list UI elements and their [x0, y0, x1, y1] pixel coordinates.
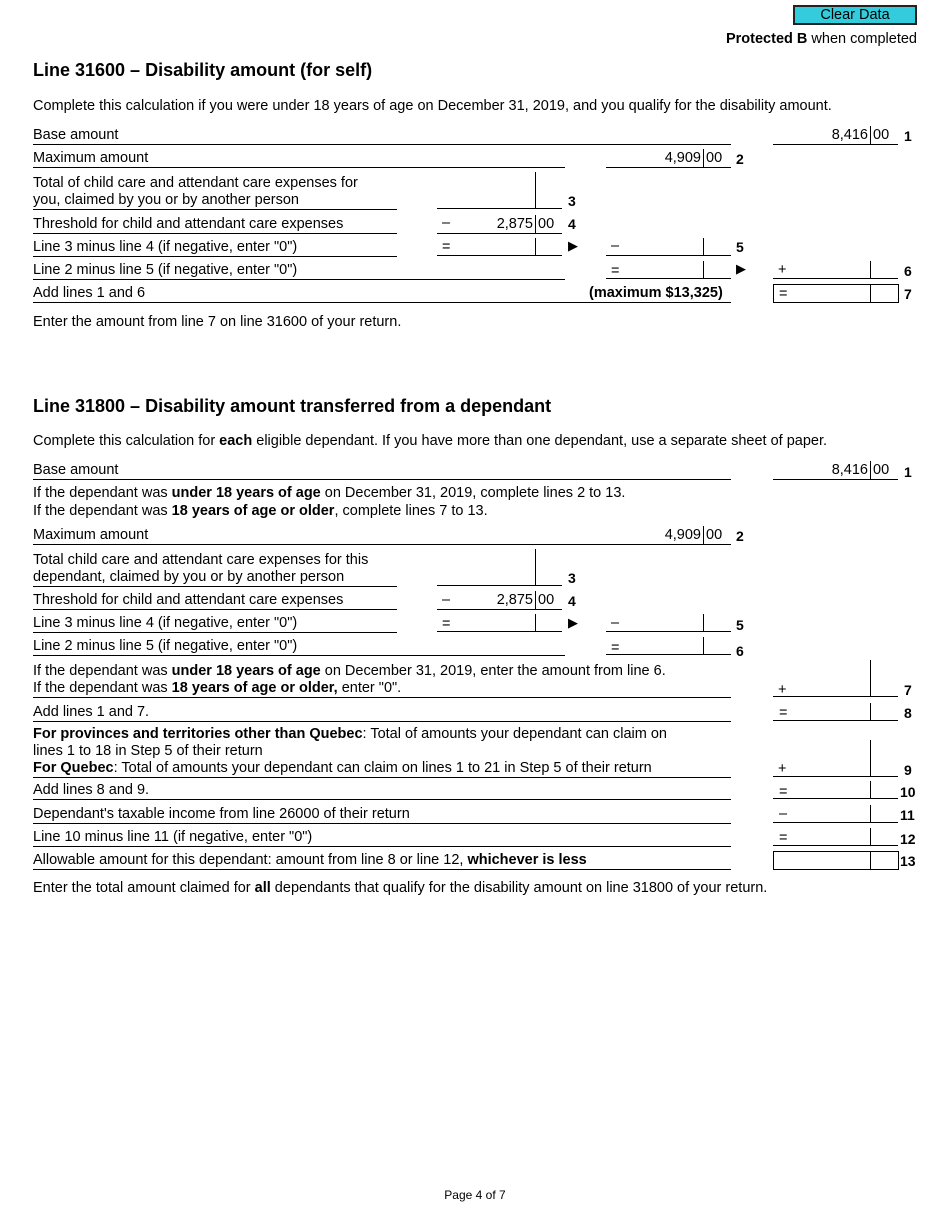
s1-line6-label-rule	[33, 279, 565, 280]
s1-line4-minus: –	[442, 215, 451, 231]
section-31600-intro: Complete this calculation if you were under 18 years of age on December 31, 2019, and you qualify for the disability amount.	[33, 98, 832, 114]
s1-line3-minus-line4-label: Line 3 minus line 4 (if negative, enter "0")	[33, 239, 298, 255]
s2-line9-provinces-text	[33, 726, 667, 743]
s2-line-number-9: 9	[904, 762, 912, 778]
s2-maximum-amount-label: Maximum amount	[33, 527, 149, 543]
s1-line4-amount-rule	[437, 233, 562, 234]
s2-line3-cents-divider	[535, 549, 536, 586]
s1-line-number-3: 3	[568, 193, 576, 209]
s1-line6-left-cents-divider	[703, 261, 704, 279]
s2-threshold-label: Threshold for child and attendant care expenses	[33, 592, 344, 608]
s1-line2-rule	[33, 167, 565, 168]
s2-line6-result-field[interactable]	[606, 637, 731, 655]
s2-line11-label-rule	[33, 823, 731, 824]
s2-line4-label-rule	[33, 609, 397, 610]
s2-line5-label-rule	[33, 632, 397, 633]
s2-add-lines-1-7-label: Add lines 1 and 7.	[33, 704, 150, 720]
s2-line12-amount-field[interactable]	[773, 828, 898, 846]
s1-line5-left-cents-divider	[535, 238, 536, 256]
s2-line-number-7: 7	[904, 682, 912, 698]
s1-line1-rule	[33, 144, 731, 145]
s2-line9-plus: +	[778, 761, 787, 777]
s1-line5-cents-divider	[703, 238, 704, 256]
s2-l7-part-d: enter "0".	[337, 680, 402, 696]
s1-line5-arrow-icon: ▶	[568, 238, 578, 253]
s1-line7-total-box[interactable]	[773, 284, 899, 303]
s2-line2-cents-divider	[703, 526, 704, 544]
s2-maximum-amount-cents: 00	[706, 527, 723, 543]
s2-line1-rule	[33, 479, 731, 480]
s2-line7-label-rule	[33, 697, 731, 698]
s2-line2-rule	[33, 544, 731, 545]
s2-line9-label-rule	[33, 777, 731, 778]
s1-line-number-6: 6	[904, 263, 912, 279]
s2-taxable-income-label: Dependant's taxable income from line 26000 of their return	[33, 806, 410, 822]
s2-line5-amount-field[interactable]	[606, 614, 731, 632]
s1-line4-cents-divider	[535, 215, 536, 233]
s1-footer-instruction: Enter the amount from line 7 on line 31600 of your return.	[33, 314, 402, 330]
s2-childcare-label-2: dependant, claimed by you or by another person	[33, 569, 345, 585]
s2-base-amount-dollars: 8,416	[831, 462, 868, 478]
s2-intro-part-a: Complete this calculation for	[33, 433, 220, 449]
s2-intro-bold: each	[219, 433, 253, 449]
s2-line-number-3: 3	[568, 570, 576, 586]
s2-line-number-5: 5	[736, 617, 744, 633]
s2-line11-cents-divider	[870, 805, 871, 823]
s2-l13-part-a: Allowable amount for this dependant: amount from line 8 or line 12,	[33, 852, 468, 868]
s1-line7-label-rule	[33, 302, 731, 303]
s2-childcare-label-1: Total child care and attendant care expenses for this	[33, 552, 369, 568]
s1-line5-label-rule	[33, 256, 397, 257]
s1-childcare-label-1: Total of child care and attendant care expenses for	[33, 175, 358, 191]
s2-line5-left-cents-divider	[535, 614, 536, 632]
s2-line6-equals: =	[611, 640, 620, 656]
s1-line7-equals: =	[779, 286, 788, 302]
s2-line7-plus: +	[778, 682, 787, 698]
s2-line12-label-rule	[33, 846, 731, 847]
s2-allowable-amount-label	[33, 852, 587, 869]
s1-threshold-label: Threshold for child and attendant care expenses	[33, 216, 344, 232]
s1-line1-amount-rule	[773, 144, 898, 145]
s1-line-number-2: 2	[736, 151, 744, 167]
section-31800-title: Line 31800 – Disability amount transferred from a dependant	[33, 396, 552, 416]
s1-base-amount-dollars: 8,416	[831, 127, 868, 143]
s2-line4-minus: –	[442, 592, 451, 608]
s1-threshold-cents: 00	[538, 216, 555, 232]
s1-base-amount-label: Base amount	[33, 127, 119, 143]
s1-line2-minus-line5-label: Line 2 minus line 5 (if negative, enter "0")	[33, 262, 298, 278]
s2-base-amount-label: Base amount	[33, 462, 119, 478]
s1-line2-cents-divider	[703, 149, 704, 167]
s2-line9-cents-divider	[870, 740, 871, 777]
s2-line7-18-or-older-text	[33, 680, 401, 697]
s1-line3-label-rule	[33, 209, 397, 210]
s2-line9-amount-field[interactable]	[773, 740, 898, 777]
protected-b-suffix: when completed	[807, 31, 917, 47]
clear-data-button[interactable]: Clear Data	[793, 5, 917, 25]
s1-line4-label-rule	[33, 233, 397, 234]
s2-l7-bold: under 18 years of age	[171, 663, 321, 679]
s2-footer-part-a: Enter the total amount claimed for	[33, 880, 255, 896]
s2-cond2-part-b: , complete lines 7 to 13.	[334, 503, 488, 519]
s1-line6-result-field[interactable]	[606, 261, 731, 279]
s1-line-number-5: 5	[736, 239, 744, 255]
s2-line2-minus-line5-label: Line 2 minus line 5 (if negative, enter "0")	[33, 638, 298, 654]
section-31600-title: Line 31600 – Disability amount (for self)	[33, 60, 373, 80]
s2-line11-minus: –	[779, 806, 788, 822]
s2-line-number-13: 13	[900, 853, 916, 869]
s2-footer-instruction	[33, 880, 767, 897]
s2-line7-amount-field[interactable]	[773, 660, 898, 697]
s2-line5-result-field[interactable]	[437, 614, 562, 632]
s1-line5-amount-field[interactable]	[606, 238, 731, 256]
s2-line3-minus-line4-label: Line 3 minus line 4 (if negative, enter "0")	[33, 615, 298, 631]
s2-base-amount-cents: 00	[873, 462, 890, 478]
s2-line5-equals: =	[442, 616, 451, 632]
s2-l9-bold-2: For Quebec	[33, 760, 114, 776]
s2-condition-18-or-older	[33, 503, 488, 520]
s2-line-number-10: 10	[900, 784, 916, 800]
s2-line13-label-rule	[33, 869, 731, 870]
s2-l7-part-b: on December 31, 2019, enter the amount from line 6.	[320, 663, 666, 679]
s2-line10-minus-line11-label: Line 10 minus line 11 (if negative, enter "0")	[33, 829, 313, 845]
s2-l9-part-c: : Total of amounts your dependant can claim on lines 1 to 21 in Step 5 of their return	[113, 760, 652, 776]
s2-cond2-part-a: If the dependant was	[33, 503, 172, 519]
s2-line8-equals: =	[779, 705, 788, 721]
s2-l13-bold: whichever is less	[467, 852, 587, 868]
s2-line-number-11: 11	[900, 807, 915, 823]
s1-add-lines-1-6-label: Add lines 1 and 6	[33, 285, 146, 301]
s2-line9-provinces-text-2: lines 1 to 18 in Step 5 of their return	[33, 743, 263, 759]
s2-line6-label-rule	[33, 655, 565, 656]
s2-line12-equals: =	[779, 830, 788, 846]
s2-line10-amount-field[interactable]	[773, 781, 898, 799]
s1-line2-amount-rule	[606, 167, 731, 168]
s1-maximum-amount-dollars: 4,909	[664, 150, 701, 166]
s2-line-number-12: 12	[900, 831, 916, 847]
s1-childcare-label-2: you, claimed by you or by another person	[33, 192, 299, 208]
s1-line-number-1: 1	[904, 128, 912, 144]
s1-maximum-amount-label: Maximum amount	[33, 150, 149, 166]
s2-l7-bold-2: 18 years of age or older,	[171, 680, 338, 696]
s1-line6-amount-field[interactable]	[773, 261, 898, 279]
s1-line3-cents-divider	[535, 172, 536, 209]
s2-line7-under-18-text	[33, 663, 666, 680]
section-31800-intro	[33, 433, 827, 450]
s2-line10-equals: =	[779, 784, 788, 800]
s2-line9-quebec-text	[33, 760, 652, 777]
s1-line-number-4: 4	[568, 216, 576, 232]
s2-maximum-amount-dollars: 4,909	[664, 527, 701, 543]
s2-line4-cents-divider	[535, 591, 536, 609]
s2-line8-amount-field[interactable]	[773, 703, 898, 721]
s1-line5-equals: =	[442, 239, 451, 255]
protected-b-label: Protected B	[725, 31, 808, 47]
s2-threshold-dollars: 2,875	[496, 592, 533, 608]
s1-maximum-note: (maximum $13,325)	[589, 285, 723, 301]
s2-line-number-8: 8	[904, 705, 912, 721]
s2-line6-cents-divider	[703, 637, 704, 655]
s2-line1-amount-rule	[773, 479, 898, 480]
s2-footer-part-b: dependants that qualify for the disability amount on line 31800 of your return.	[270, 880, 768, 896]
s2-line8-cents-divider	[870, 703, 871, 721]
s1-line6-equals: =	[611, 263, 620, 279]
s2-line-number-1: 1	[904, 464, 912, 480]
s2-threshold-cents: 00	[538, 592, 555, 608]
s2-line4-amount-rule	[437, 609, 562, 610]
s2-line5-cents-divider	[703, 614, 704, 632]
s2-line11-amount-field[interactable]	[773, 805, 898, 823]
s2-line1-cents-divider	[870, 461, 871, 479]
s2-l7-part-c: If the dependant was	[33, 680, 172, 696]
protected-b-notice	[726, 31, 917, 47]
s2-footer-bold: all	[254, 880, 271, 896]
s1-line6-plus: +	[778, 262, 787, 278]
s2-line-number-2: 2	[736, 528, 744, 544]
s1-line5-minus: –	[611, 238, 620, 254]
s2-line10-label-rule	[33, 799, 731, 800]
s1-threshold-dollars: 2,875	[496, 216, 533, 232]
s1-line1-cents-divider	[870, 126, 871, 144]
s2-line-number-6: 6	[736, 643, 744, 659]
s2-l9-bold: For provinces and territories other than Quebec	[33, 726, 363, 742]
s2-cond2-bold: 18 years of age or older	[171, 503, 335, 519]
s2-line13-total-box[interactable]	[773, 851, 899, 870]
s2-line13-cents-divider	[870, 851, 871, 870]
s2-cond1-part-a: If the dependant was	[33, 485, 172, 501]
s2-condition-under-18	[33, 485, 625, 502]
s1-line5-result-field[interactable]	[437, 238, 562, 256]
s1-maximum-amount-cents: 00	[706, 150, 723, 166]
s1-base-amount-cents: 00	[873, 127, 890, 143]
s2-line7-cents-divider	[870, 660, 871, 697]
s2-l7-part-a: If the dependant was	[33, 663, 172, 679]
s2-line5-arrow-icon: ▶	[568, 615, 578, 630]
s2-line3-label-rule	[33, 586, 397, 587]
s1-line6-arrow-icon: ▶	[736, 261, 746, 276]
s2-line5-minus: –	[611, 615, 620, 631]
s2-add-lines-8-9-label: Add lines 8 and 9.	[33, 782, 150, 798]
s2-line10-cents-divider	[870, 781, 871, 799]
s2-childcare-expenses-input[interactable]	[437, 549, 562, 586]
s2-line8-label-rule	[33, 721, 731, 722]
s2-line-number-4: 4	[568, 593, 576, 609]
s1-line6-cents-divider	[870, 261, 871, 279]
s1-line-number-7: 7	[904, 286, 912, 302]
s2-intro-part-b: eligible dependant. If you have more than one dependant, use a separate sheet of paper.	[252, 433, 828, 449]
s2-l9-part-a: : Total of amounts your dependant can claim on	[362, 726, 667, 742]
page-number: Page 4 of 7	[444, 1188, 506, 1202]
s2-line12-cents-divider	[870, 828, 871, 846]
s1-line7-cents-divider	[870, 284, 871, 303]
s2-cond1-bold: under 18 years of age	[171, 485, 321, 501]
s2-cond1-part-b: on December 31, 2019, complete lines 2 to 13.	[320, 485, 626, 501]
s1-childcare-expenses-input[interactable]	[437, 172, 562, 209]
